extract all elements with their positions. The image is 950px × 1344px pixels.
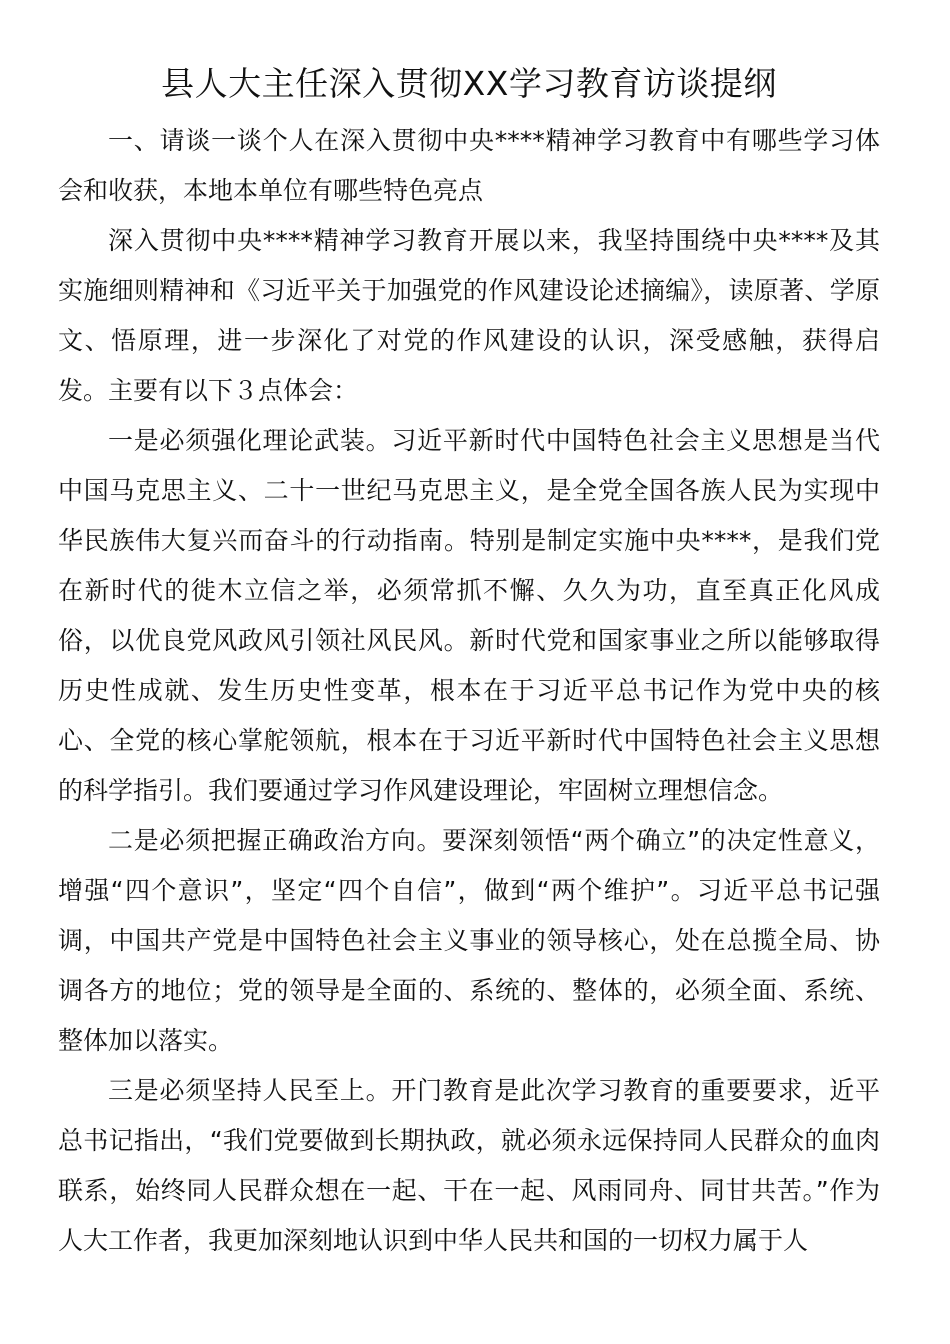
paragraph-intro: 深入贯彻中央****精神学习教育开展以来，我坚持围绕中央****及其实施细则精神和《习近平关于加强党的作风建设论述摘编》，读原著、学原文、悟原理，进一步深化了对党的作风建设的认识，深受感触，获得启发。主要有以下３点体会： — [58, 226, 880, 405]
paragraph-point-2: 二是必须把握正确政治方向。要深刻领悟“两个确立”的决定性意义，增强“四个意识”，坚定“四个自信”，做到“两个维护”。习近平总书记强调，中国共产党是中国特色社会主义事业的领导核心，处在总揽全局、协调各方的地位；党的领导是全面的、系统的、整体的，必须全面、系统、整体加以落实。 — [58, 826, 880, 1055]
interview-question-1: 一、请谈一谈个人在深入贯彻中央****精神学习教育中有哪些学习体会和收获，本地本单位有哪些特色亮点 — [58, 126, 880, 205]
paragraph-point-1: 一是必须强化理论武装。习近平新时代中国特色社会主义思想是当代中国马克思主义、二十一世纪马克思主义，是全党全国各族人民为实现中华民族伟大复兴而奋斗的行动指南。特别是制定实施中央****，是我们党在新时代的徙木立信之举，必须常抓不懈、久久为功，直至真正化风成俗，以优良党风政风引领社风民风。新时代党和国家事业之所以能够取得历史性成就、发生历史性变革，根本在于习近平总书记作为党中央的核心、全党的核心掌舵领航，根本在于习近平新时代中国特色社会主义思想的科学指引。我们要通过学习作风建设理论，牢固树立理想信念。 — [58, 426, 880, 805]
paragraph-point-3: 三是必须坚持人民至上。开门教育是此次学习教育的重要要求，近平总书记指出，“我们党要做到长期执政，就必须永远保持同人民群众的血肉联系，始终同人民群众想在一起、干在一起、风雨同舟、同甘共苦。”作为人大工作者，我更加深刻地认识到中华人民共和国的一切权力属于人 — [58, 1076, 880, 1255]
document-title: 县人大主任深入贯彻XX学习教育访谈提纲 — [161, 64, 777, 103]
